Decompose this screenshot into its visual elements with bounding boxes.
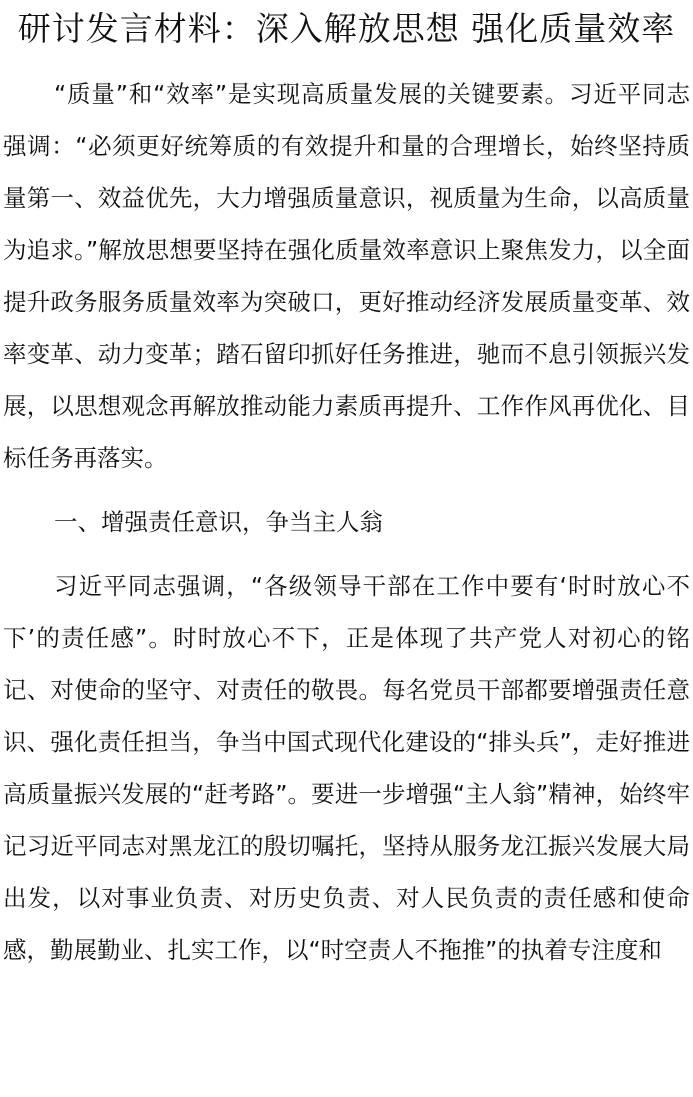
document-title: 研讨发言材料：深入解放思想 强化质量效率 xyxy=(17,9,676,48)
section-heading: 一、增强责任意识，争当主人翁 xyxy=(54,508,383,536)
section-paragraph: 习近平同志强调，“各级领导干部在工作中要有‘时时放心不下’的责任感”。时时放心不下，正是体现了共产党人对初心的铭记、对使命的坚守、对责任的敬畏。每名党员干部都要增强责任意识、强化责任担当，争当中国式现代化建设的“排头兵”，走好推进高质量振兴发展的“赶考路”。要进一步增强“主人翁”精神，始终牢记习近平同志对黑龙江的殷切嘱托，坚持从服务龙江振兴发展大局出发，以对事业负责、对历史负责、对人民负责的责任感和使命感，勤展勤业、扎实工作，以“时空责人不拖推”的执着专注度和 xyxy=(3,572,690,964)
intro-paragraph: “质量”和“效率”是实现高质量发展的关键要素。习近平同志强调：“必须更好统筹质的有效提升和量的合理增长，始终坚持质量第一、效益优先，大力增强质量意识，视质量为生命，以高质量为追求。”解放思想要坚持在强化质量效率意识上聚焦发力，以全面提升政务服务质量效率为突破口，更好推动经济发展质量变革、效率变革、动力变革；踏石留印抓好任务推进，驰而不息引领振兴发展，以思想观念再解放推动能力素质再提升、工作作风再优化、目标任务再落实。 xyxy=(3,80,690,472)
